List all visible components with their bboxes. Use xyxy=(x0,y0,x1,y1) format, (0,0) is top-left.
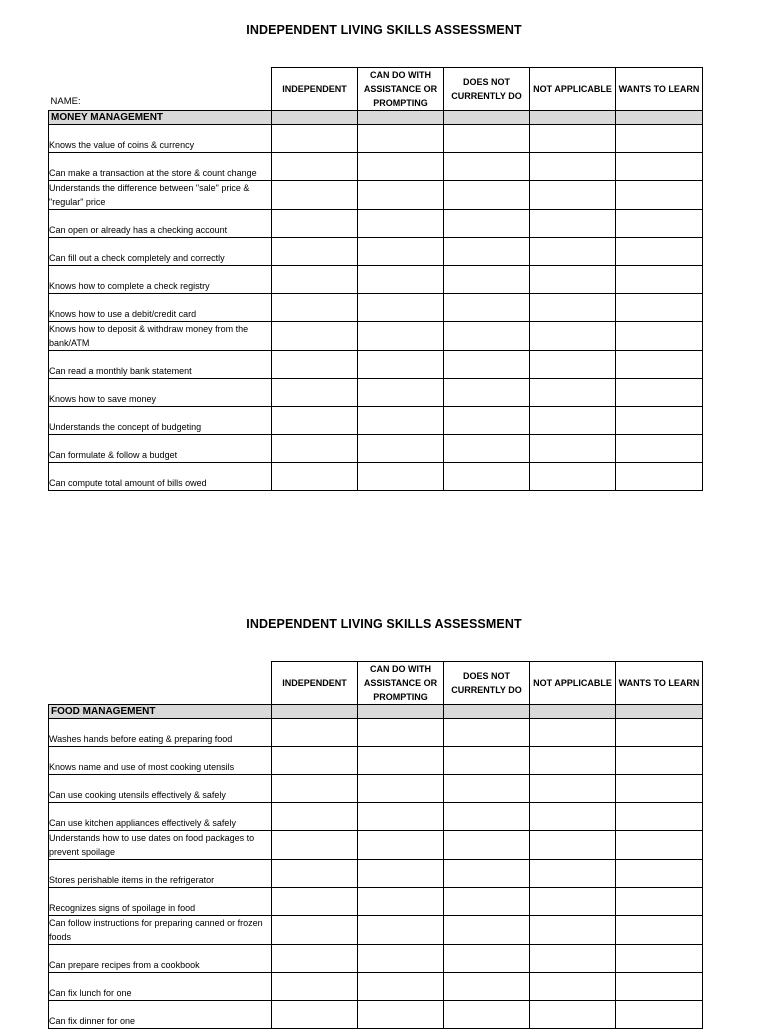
skill-label: Understands how to use dates on food packages to prevent spoilage xyxy=(49,831,272,860)
rating-cell-wants-to-learn[interactable] xyxy=(616,916,703,945)
skill-label: Washes hands before eating & preparing food xyxy=(49,719,272,747)
rating-cell-independent[interactable] xyxy=(272,238,358,266)
table-row xyxy=(49,1001,703,1029)
rating-cell-not-applicable[interactable] xyxy=(530,775,616,803)
rating-cell-wants-to-learn[interactable] xyxy=(616,322,703,351)
rating-cell-assistance[interactable] xyxy=(358,351,444,379)
rating-cell-wants-to-learn[interactable] xyxy=(616,463,703,491)
skill-label: Can fix lunch for one xyxy=(49,973,272,1001)
assessment-table-food xyxy=(48,661,703,1029)
rating-cell-does-not-do[interactable] xyxy=(444,888,530,916)
rating-cell-independent[interactable] xyxy=(272,266,358,294)
rating-cell-assistance[interactable] xyxy=(358,435,444,463)
skill-label: Can read a monthly bank statement xyxy=(49,351,272,379)
rating-cell-independent[interactable] xyxy=(272,916,358,945)
skill-label: Understands the difference between "sale" price & "regular" price xyxy=(49,181,272,210)
section-cell xyxy=(358,111,444,125)
column-header-not-applicable: NOT APPLICABLE xyxy=(530,662,616,705)
rating-cell-assistance[interactable] xyxy=(358,803,444,831)
rating-cell-assistance[interactable] xyxy=(358,407,444,435)
table-row xyxy=(49,125,703,153)
section-cell xyxy=(444,111,530,125)
table-row xyxy=(49,379,703,407)
rating-cell-does-not-do[interactable] xyxy=(444,435,530,463)
rating-cell-not-applicable[interactable] xyxy=(530,125,616,153)
skill-label: Can use cooking utensils effectively & safely xyxy=(49,775,272,803)
skill-label: Knows the value of coins & currency xyxy=(49,125,272,153)
rating-cell-not-applicable[interactable] xyxy=(530,916,616,945)
table-row xyxy=(49,153,703,181)
rating-cell-independent[interactable] xyxy=(272,435,358,463)
rating-cell-wants-to-learn[interactable] xyxy=(616,803,703,831)
rating-cell-does-not-do[interactable] xyxy=(444,860,530,888)
rating-cell-does-not-do[interactable] xyxy=(444,916,530,945)
rating-cell-wants-to-learn[interactable] xyxy=(616,294,703,322)
rating-cell-not-applicable[interactable] xyxy=(530,210,616,238)
column-header-independent: INDEPENDENT xyxy=(272,662,358,705)
rating-cell-does-not-do[interactable] xyxy=(444,719,530,747)
rating-cell-assistance[interactable] xyxy=(358,1001,444,1029)
rating-cell-assistance[interactable] xyxy=(358,210,444,238)
column-header-row xyxy=(49,68,703,111)
rating-cell-not-applicable[interactable] xyxy=(530,322,616,351)
rating-cell-independent[interactable] xyxy=(272,181,358,210)
rating-cell-independent[interactable] xyxy=(272,747,358,775)
rating-cell-not-applicable[interactable] xyxy=(530,719,616,747)
rating-cell-wants-to-learn[interactable] xyxy=(616,945,703,973)
rating-cell-does-not-do[interactable] xyxy=(444,973,530,1001)
skill-label: Can make a transaction at the store & count change xyxy=(49,153,272,181)
name-label: NAME: xyxy=(49,68,272,111)
rating-cell-wants-to-learn[interactable] xyxy=(616,351,703,379)
rating-cell-wants-to-learn[interactable] xyxy=(616,1001,703,1029)
rating-cell-assistance[interactable] xyxy=(358,463,444,491)
rating-cell-assistance[interactable] xyxy=(358,719,444,747)
rating-cell-wants-to-learn[interactable] xyxy=(616,747,703,775)
rating-cell-does-not-do[interactable] xyxy=(444,775,530,803)
rating-cell-not-applicable[interactable] xyxy=(530,463,616,491)
rating-cell-assistance[interactable] xyxy=(358,266,444,294)
table-row xyxy=(49,407,703,435)
skill-label: Knows how to deposit & withdraw money from the bank/ATM xyxy=(49,322,272,351)
rating-cell-assistance[interactable] xyxy=(358,181,444,210)
rating-cell-assistance[interactable] xyxy=(358,747,444,775)
rating-cell-not-applicable[interactable] xyxy=(530,831,616,860)
table-row xyxy=(49,803,703,831)
rating-cell-independent[interactable] xyxy=(272,463,358,491)
column-header-assistance: CAN DO WITH ASSISTANCE OR PROMPTING xyxy=(358,68,444,111)
column-header-assistance: CAN DO WITH ASSISTANCE OR PROMPTING xyxy=(358,662,444,705)
table-row xyxy=(49,266,703,294)
rating-cell-independent[interactable] xyxy=(272,125,358,153)
rating-cell-does-not-do[interactable] xyxy=(444,210,530,238)
rating-cell-wants-to-learn[interactable] xyxy=(616,860,703,888)
section-cell xyxy=(616,111,703,125)
rating-cell-not-applicable[interactable] xyxy=(530,435,616,463)
rating-cell-does-not-do[interactable] xyxy=(444,1001,530,1029)
section-title: MONEY MANAGEMENT xyxy=(49,111,272,125)
empty-corner-cell xyxy=(49,662,272,705)
rating-cell-does-not-do[interactable] xyxy=(444,803,530,831)
column-header-row xyxy=(49,662,703,705)
table-row xyxy=(49,210,703,238)
rating-cell-independent[interactable] xyxy=(272,803,358,831)
assessment-table-money xyxy=(48,67,703,491)
rating-cell-not-applicable[interactable] xyxy=(530,351,616,379)
rating-cell-independent[interactable] xyxy=(272,973,358,1001)
column-header-not-applicable: NOT APPLICABLE xyxy=(530,68,616,111)
skill-label: Can open or already has a checking account xyxy=(49,210,272,238)
rating-cell-not-applicable[interactable] xyxy=(530,888,616,916)
rating-cell-wants-to-learn[interactable] xyxy=(616,238,703,266)
table-row xyxy=(49,238,703,266)
section-cell xyxy=(272,111,358,125)
rating-cell-does-not-do[interactable] xyxy=(444,379,530,407)
rating-cell-not-applicable[interactable] xyxy=(530,379,616,407)
rating-cell-independent[interactable] xyxy=(272,775,358,803)
rating-cell-wants-to-learn[interactable] xyxy=(616,973,703,1001)
skill-label: Can follow instructions for preparing canned or frozen foods xyxy=(49,916,272,945)
table-row xyxy=(49,973,703,1001)
rating-cell-wants-to-learn[interactable] xyxy=(616,181,703,210)
skill-label: Knows how to save money xyxy=(49,379,272,407)
skill-label: Can fill out a check completely and correctly xyxy=(49,238,272,266)
rating-cell-not-applicable[interactable] xyxy=(530,1001,616,1029)
column-header-does-not-do: DOES NOT CURRENTLY DO xyxy=(444,662,530,705)
rating-cell-wants-to-learn[interactable] xyxy=(616,775,703,803)
rating-cell-does-not-do[interactable] xyxy=(444,945,530,973)
rating-cell-not-applicable[interactable] xyxy=(530,153,616,181)
rating-cell-assistance[interactable] xyxy=(358,916,444,945)
rating-cell-independent[interactable] xyxy=(272,294,358,322)
rating-cell-not-applicable[interactable] xyxy=(530,973,616,1001)
rating-cell-independent[interactable] xyxy=(272,945,358,973)
skill-label: Stores perishable items in the refrigerator xyxy=(49,860,272,888)
rating-cell-does-not-do[interactable] xyxy=(444,125,530,153)
table-row xyxy=(49,294,703,322)
section-cell xyxy=(616,705,703,719)
rating-cell-wants-to-learn[interactable] xyxy=(616,125,703,153)
skill-label: Can compute total amount of bills owed xyxy=(49,463,272,491)
rating-cell-does-not-do[interactable] xyxy=(444,747,530,775)
section-cell xyxy=(358,705,444,719)
rating-cell-not-applicable[interactable] xyxy=(530,747,616,775)
rating-cell-wants-to-learn[interactable] xyxy=(616,210,703,238)
table-row xyxy=(49,831,703,860)
rating-cell-not-applicable[interactable] xyxy=(530,238,616,266)
skill-label: Knows name and use of most cooking utensils xyxy=(49,747,272,775)
rating-cell-independent[interactable] xyxy=(272,210,358,238)
skill-label: Can use kitchen appliances effectively & safely xyxy=(49,803,272,831)
rating-cell-wants-to-learn[interactable] xyxy=(616,153,703,181)
rating-cell-independent[interactable] xyxy=(272,719,358,747)
rating-cell-does-not-do[interactable] xyxy=(444,153,530,181)
rating-cell-does-not-do[interactable] xyxy=(444,463,530,491)
rating-cell-wants-to-learn[interactable] xyxy=(616,379,703,407)
rating-cell-independent[interactable] xyxy=(272,351,358,379)
rating-cell-independent[interactable] xyxy=(272,831,358,860)
rating-cell-independent[interactable] xyxy=(272,888,358,916)
rating-cell-independent[interactable] xyxy=(272,379,358,407)
rating-cell-assistance[interactable] xyxy=(358,973,444,1001)
skill-label: Understands the concept of budgeting xyxy=(49,407,272,435)
section-header-row xyxy=(49,705,703,719)
rating-cell-assistance[interactable] xyxy=(358,945,444,973)
rating-cell-not-applicable[interactable] xyxy=(530,266,616,294)
page-title: INDEPENDENT LIVING SKILLS ASSESSMENT xyxy=(246,617,522,631)
skill-label: Can formulate & follow a budget xyxy=(49,435,272,463)
rating-cell-not-applicable[interactable] xyxy=(530,945,616,973)
rating-cell-not-applicable[interactable] xyxy=(530,294,616,322)
rating-cell-wants-to-learn[interactable] xyxy=(616,888,703,916)
table-row xyxy=(49,916,703,945)
rating-cell-assistance[interactable] xyxy=(358,888,444,916)
rating-cell-not-applicable[interactable] xyxy=(530,407,616,435)
rating-cell-wants-to-learn[interactable] xyxy=(616,435,703,463)
rating-cell-independent[interactable] xyxy=(272,1001,358,1029)
rating-cell-assistance[interactable] xyxy=(358,860,444,888)
table-row xyxy=(49,945,703,973)
rating-cell-wants-to-learn[interactable] xyxy=(616,719,703,747)
table-row xyxy=(49,860,703,888)
skill-label: Recognizes signs of spoilage in food xyxy=(49,888,272,916)
column-header-independent: INDEPENDENT xyxy=(272,68,358,111)
rating-cell-does-not-do[interactable] xyxy=(444,181,530,210)
column-header-does-not-do: DOES NOT CURRENTLY DO xyxy=(444,68,530,111)
rating-cell-assistance[interactable] xyxy=(358,322,444,351)
rating-cell-independent[interactable] xyxy=(272,407,358,435)
rating-cell-assistance[interactable] xyxy=(358,238,444,266)
table-row xyxy=(49,888,703,916)
rating-cell-assistance[interactable] xyxy=(358,125,444,153)
rating-cell-independent[interactable] xyxy=(272,322,358,351)
table-row xyxy=(49,181,703,210)
section-title: FOOD MANAGEMENT xyxy=(49,705,272,719)
page-title: INDEPENDENT LIVING SKILLS ASSESSMENT xyxy=(246,23,522,37)
table-row xyxy=(49,719,703,747)
section-cell xyxy=(530,705,616,719)
skill-label: Can prepare recipes from a cookbook xyxy=(49,945,272,973)
table-row xyxy=(49,322,703,351)
rating-cell-does-not-do[interactable] xyxy=(444,266,530,294)
rating-cell-independent[interactable] xyxy=(272,860,358,888)
section-cell xyxy=(444,705,530,719)
rating-cell-independent[interactable] xyxy=(272,153,358,181)
rating-cell-not-applicable[interactable] xyxy=(530,803,616,831)
skill-label: Can fix dinner for one xyxy=(49,1001,272,1029)
rating-cell-assistance[interactable] xyxy=(358,775,444,803)
section-header-row xyxy=(49,111,703,125)
column-header-wants-to-learn: WANTS TO LEARN xyxy=(616,68,703,111)
table-row xyxy=(49,775,703,803)
rating-cell-assistance[interactable] xyxy=(358,294,444,322)
rating-cell-wants-to-learn[interactable] xyxy=(616,266,703,294)
rating-cell-assistance[interactable] xyxy=(358,831,444,860)
table-row xyxy=(49,463,703,491)
table-row xyxy=(49,435,703,463)
rating-cell-not-applicable[interactable] xyxy=(530,181,616,210)
column-header-wants-to-learn: WANTS TO LEARN xyxy=(616,662,703,705)
section-cell xyxy=(272,705,358,719)
rating-cell-wants-to-learn[interactable] xyxy=(616,831,703,860)
rating-cell-assistance[interactable] xyxy=(358,153,444,181)
rating-cell-does-not-do[interactable] xyxy=(444,238,530,266)
table-row xyxy=(49,747,703,775)
skill-label: Knows how to complete a check registry xyxy=(49,266,272,294)
rating-cell-does-not-do[interactable] xyxy=(444,294,530,322)
rating-cell-does-not-do[interactable] xyxy=(444,831,530,860)
rating-cell-wants-to-learn[interactable] xyxy=(616,407,703,435)
skill-label: Knows how to use a debit/credit card xyxy=(49,294,272,322)
rating-cell-not-applicable[interactable] xyxy=(530,860,616,888)
rating-cell-assistance[interactable] xyxy=(358,379,444,407)
rating-cell-does-not-do[interactable] xyxy=(444,407,530,435)
rating-cell-does-not-do[interactable] xyxy=(444,351,530,379)
table-row xyxy=(49,351,703,379)
rating-cell-does-not-do[interactable] xyxy=(444,322,530,351)
section-cell xyxy=(530,111,616,125)
